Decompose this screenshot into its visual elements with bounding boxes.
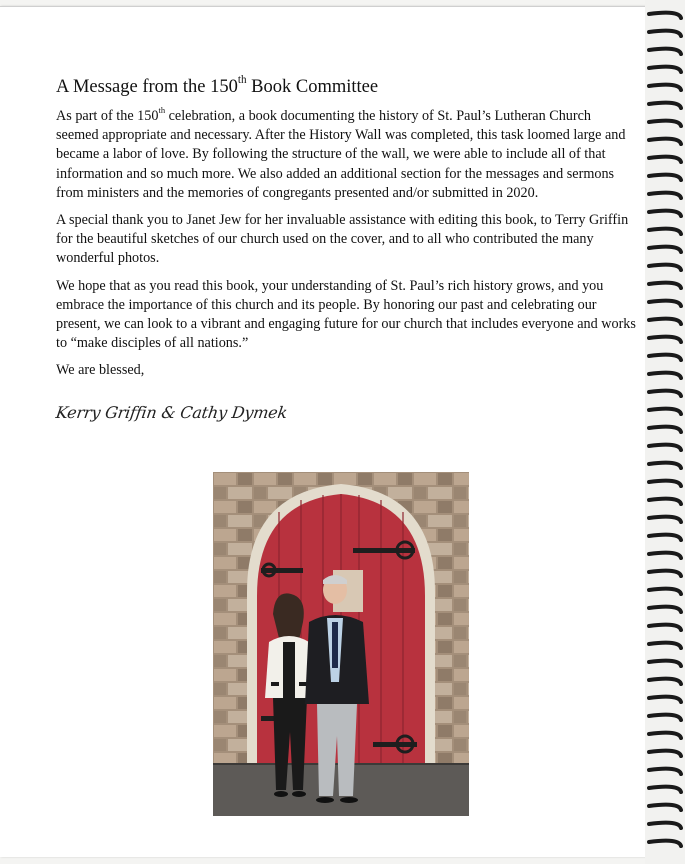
paragraph-3: We hope that as you read this book, your understanding of St. Paul’s rich history grows, and you embrace the importance of this church and its people. By honoring our past and celebrating our present, we can look to a vibrant and engaging future for our church that includes everyone and works to “make disciples of all nations.” (56, 277, 636, 352)
page-title: A Message from the 150th Book Committee (56, 74, 379, 97)
paragraph-2: A special thank you to Janet Jew for her invaluable assistance with editing this book, to Terry Griffin for the beautiful sketches of our church used on the cover, and to all who contributed the many wonderful photos. (56, 212, 629, 267)
message-body (56, 107, 636, 389)
handwritten-signature: Kerry Griffin & Cathy Dymek (54, 403, 289, 422)
spiral-binding (645, 0, 685, 864)
church-door-photo (213, 472, 469, 816)
closing-line: We are blessed, (56, 362, 145, 379)
paragraph-1: As part of the 150th celebration, a book documenting the history of St. Paul’s Lutheran Church seemed appropriate and necessary. After the History Wall was completed, this task loomed large and became a labor of love. By following the structure of the wall, we were able to include all of that information and so much more. We also added an additional section for the messages and sermons from ministers and the memories of congregants presented and/or submitted in 2020. (56, 105, 626, 201)
